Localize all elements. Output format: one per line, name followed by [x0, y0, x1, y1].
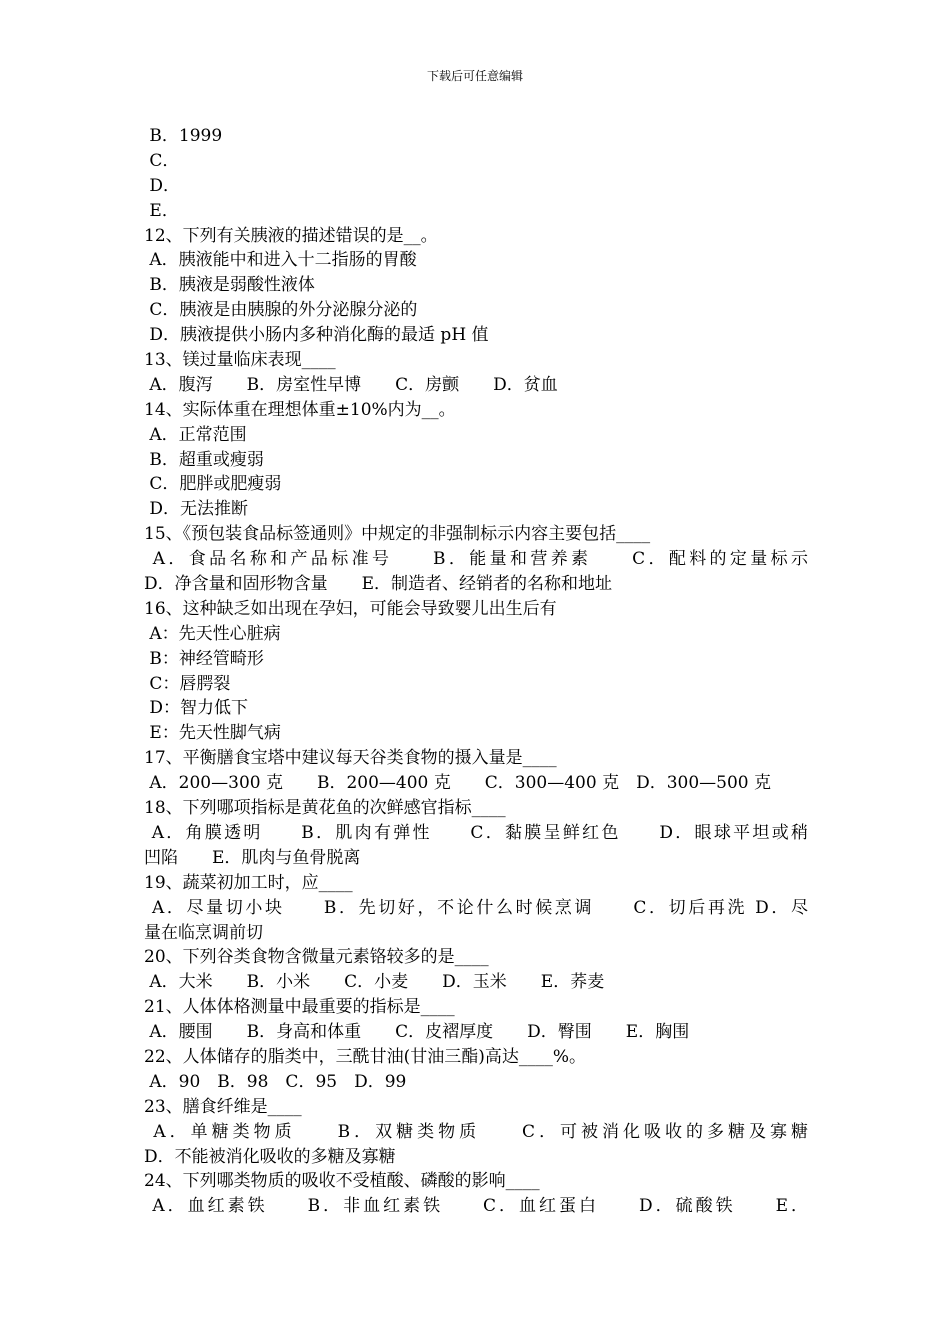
- text-line: D．无法推断: [144, 499, 249, 520]
- text-line: A．正常范围: [144, 424, 247, 445]
- question-17: 17、平衡膳食宝塔中建议每天谷类食物的摄入量是____: [144, 748, 557, 769]
- text-line: 量在临烹调前切: [144, 922, 263, 943]
- text-line: B：神经管畸形: [144, 648, 264, 669]
- text-line: A．腹泻 B．房室性早博 C．房颤 D．贫血: [144, 374, 558, 395]
- text-line: A：先天性心脏病: [144, 623, 281, 644]
- text-line: E．: [144, 200, 179, 221]
- question-23: 23、膳食纤维是____: [144, 1096, 302, 1117]
- question-14: 14、实际体重在理想体重±10%内为__。: [144, 399, 456, 420]
- question-12: 12、下列有关胰液的描述错误的是__。: [144, 225, 438, 246]
- text-line: C．胰液是由胰腺的外分泌腺分泌的: [144, 300, 418, 321]
- text-line: B．胰液是弱酸性液体: [144, 275, 315, 296]
- page-header: 下载后可任意编辑: [426, 69, 523, 83]
- text-line: C．: [144, 150, 180, 171]
- document-body: [144, 124, 808, 1219]
- text-line: A．200—300 克 B．200—400 克 C．300—400 克 D．300—500 克: [144, 773, 772, 794]
- text-line: A．90 B．98 C．95 D．99: [144, 1071, 407, 1092]
- question-21: 21、人体体格测量中最重要的指标是____: [144, 997, 455, 1018]
- text-line: A．角膜透明 B．肌肉有弹性 C．黏膜呈鲜红色 D．眼球平坦或稍: [144, 822, 808, 843]
- text-line: D．: [144, 175, 181, 196]
- text-line: A．单糖类物质 B．双糖类物质 C．可被消化吸收的多糖及寡糖: [144, 1121, 808, 1142]
- text-line: A．腰围 B．身高和体重 C．皮褶厚度 D．臀围 E．胸围: [144, 1022, 690, 1043]
- text-line: B．超重或瘦弱: [144, 449, 264, 470]
- text-line: A．大米 B．小米 C．小麦 D．玉米 E．荞麦: [144, 972, 605, 993]
- text-line: A．食品名称和产品标准号 B．能量和营养素 C．配料的定量标示: [144, 549, 808, 570]
- question-16: 16、这种缺乏如出现在孕妇，可能会导致婴儿出生后有: [144, 598, 557, 619]
- text-line: 凹陷 E．肌肉与鱼骨脱离: [144, 847, 361, 868]
- text-line: A．尽量切小块 B．先切好，不论什么时候烹调 C．切后再洗 D．尽: [144, 897, 808, 918]
- question-24: 24、下列哪类物质的吸收不受植酸、磷酸的影响____: [144, 1171, 540, 1192]
- question-15: 15、《预包装食品标签通则》中规定的非强制标示内容主要包括____: [144, 524, 651, 545]
- text-line: B．1999: [144, 126, 223, 146]
- text-line: A．胰液能中和进入十二指肠的胃酸: [144, 250, 417, 271]
- question-20: 20、下列谷类食物含微量元素铬较多的是____: [144, 947, 489, 968]
- text-line: E：先天性脚气病: [144, 723, 281, 744]
- question-22: 22、人体储存的脂类中，三酰甘油(甘油三酯)高达____%。: [144, 1046, 587, 1067]
- text-line: C．肥胖或肥瘦弱: [144, 474, 282, 495]
- text-line: C：唇腭裂: [144, 673, 231, 694]
- text-line: D．净含量和固形物含量 E．制造者、经销者的名称和地址: [144, 574, 613, 595]
- text-line: A．血红素铁 B．非血红素铁 C．血红蛋白 D．硫酸铁 E．: [144, 1196, 808, 1217]
- question-13: 13、镁过量临床表现____: [144, 350, 336, 371]
- question-18: 18、下列哪项指标是黄花鱼的次鲜感官指标____: [144, 798, 506, 819]
- text-line: D．不能被消化吸收的多糖及寡糖: [144, 1146, 396, 1167]
- question-19: 19、蔬菜初加工时，应____: [144, 872, 353, 893]
- text-line: D：智力低下: [144, 698, 249, 719]
- text-line: D．胰液提供小肠内多种消化酶的最适 pH 值: [144, 325, 489, 346]
